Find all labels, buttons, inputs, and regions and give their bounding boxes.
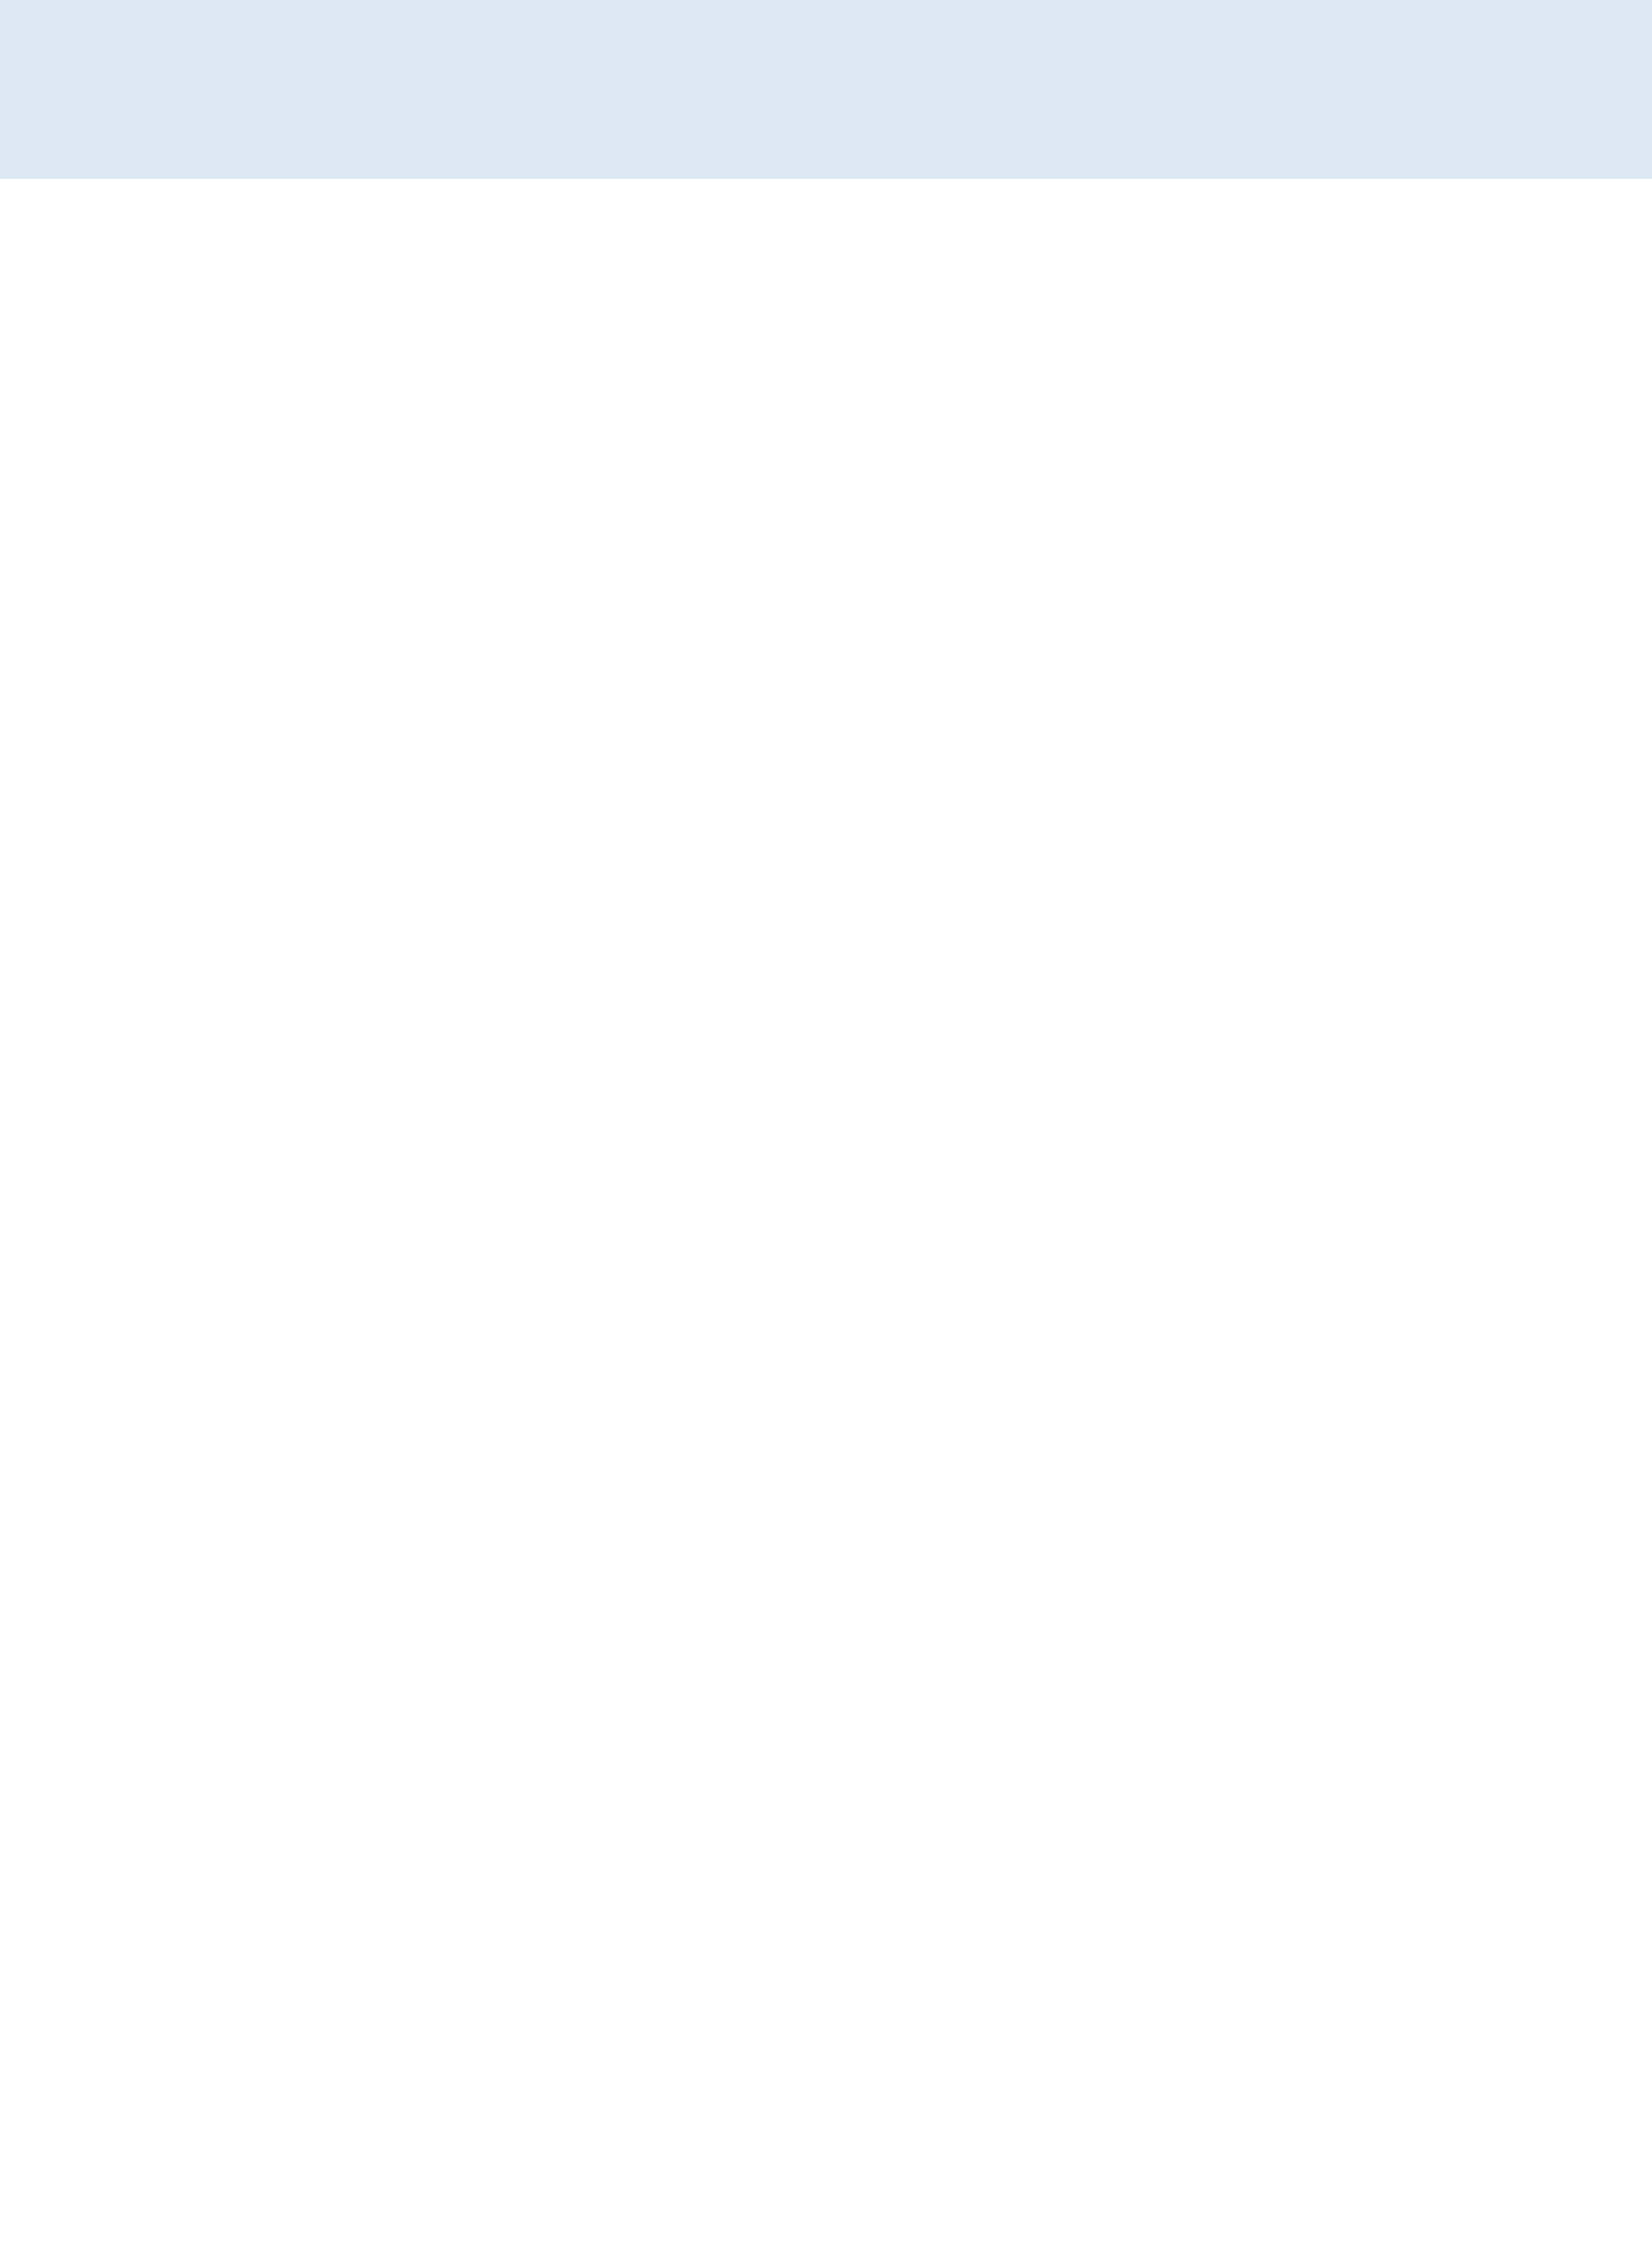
header-band xyxy=(0,0,1652,179)
